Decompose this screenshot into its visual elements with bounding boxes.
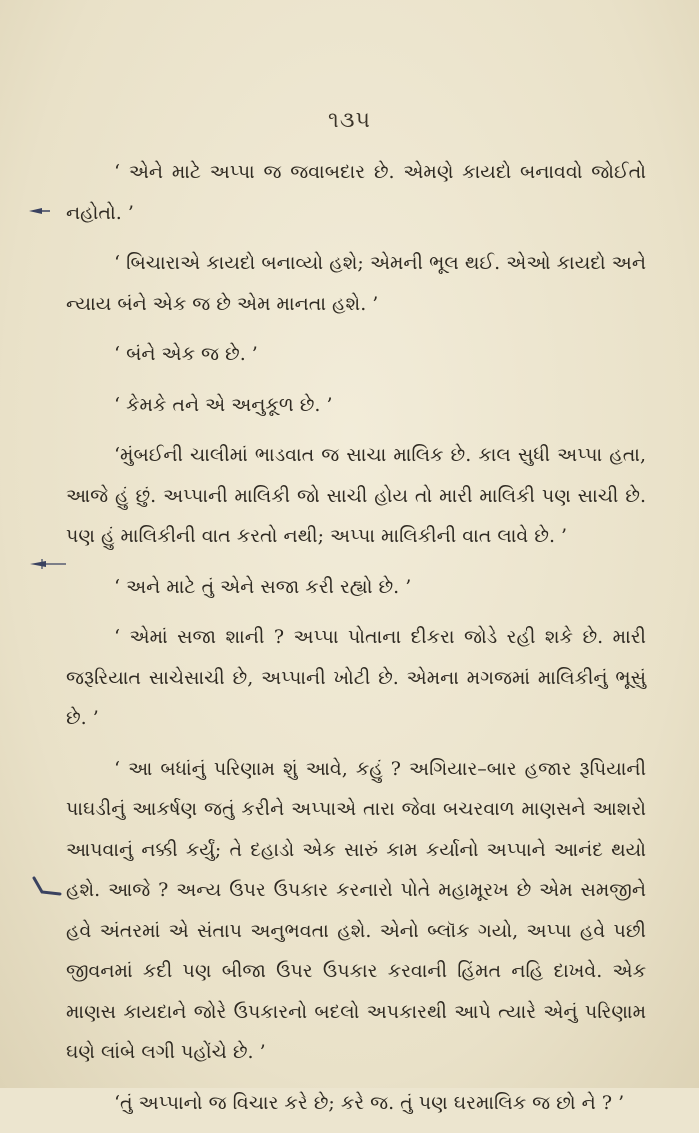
margin-arrow-mark: [28, 203, 50, 219]
paragraph: ‘ એને માટે અપ્પા જ જવાબદાર છે. એમણે કાયદો બનાવવો જોઈતો નહોતો. ’: [66, 161, 646, 224]
paragraph: ‘તું અપ્પાનો જ વિચાર કરે છે; કરે જ. તું પણ ઘરમાલિક જ છો ને ? ’: [114, 1091, 625, 1114]
body-text: [66, 152, 646, 1133]
paragraph: ‘ બિચારાએ કાયદો બનાવ્યો હશે; એમની ભૂલ થઈ. એઓ કાયદો અને ન્યાય બંને એક જ છે એમ માનતા હશે. ’: [66, 252, 646, 315]
paragraph: ‘ આ બધાંનું પરિણામ શું આવે, કહું ? અગિયાર–બાર હજાર રૂપિયાની પાઘડીનું આકર્ષણ જતું કરીને અપ્પાએ તારા જેવા બચરવાળ માણસને આશરો આપવાનું નક્કી કર્યું; તે દહાડો એક સારું કામ કર્યાનો અપ્પાને આનંદ થયો હશે. આજે ? અન્ય ઉપર ઉપકાર કરનારો પોતે મહામૂરખ છે એમ સમજીને હવે અંતરમાં એ સંતાપ અનુભવતા હશે. એનો બ્લૉક ગયો, અપ્પા હવે પછી જીવનમાં કદી પણ બીજા ઉપર ઉપકાર કરવાની હિંમત નહિ દાખવે. એક માણસ કાયદાને જોરે ઉપકારનો બદલો અપકારથી આપે ત્યારે એનું પરિણામ ઘણે લાંબે લગી પહોંચે છે. ’: [66, 757, 646, 1063]
paragraph: ‘મુંબઈની ચાલીમાં ભાડવાત જ સાચા માલિક છે. કાલ સુધી અપ્પા હતા, આજે હું છું. અપ્પાની માલિકી જો સાચી હોય તો મારી માલિકી પણ સાચી છે. પણ હું માલિકીની વાત કરતો નથી; અપ્પા માલિકીની વાત લાવે છે. ’: [66, 444, 646, 547]
page-number: ૧૩૫: [328, 108, 371, 133]
paragraph: ‘ અને માટે તું એને સજા કરી રહ્યો છે. ’: [114, 575, 412, 598]
paragraph: ‘ બંને એક જ છે. ’: [114, 343, 258, 365]
paragraph: ‘ કેમકે તને એ અનુકૂળ છે. ’: [114, 393, 333, 416]
margin-arrow-mark: [28, 556, 68, 575]
paragraph: ‘ એમાં સજા શાની ? અપ્પા પોતાના દીકરા જોડે રહી શકે છે. મારી જરૂરિયાત સાચેસાચી છે, અપ્પાની ખોટી છે. એમના મગજમાં માલિકીનું ભૂસું છે. ’: [66, 626, 646, 729]
margin-check-mark: [32, 872, 62, 901]
